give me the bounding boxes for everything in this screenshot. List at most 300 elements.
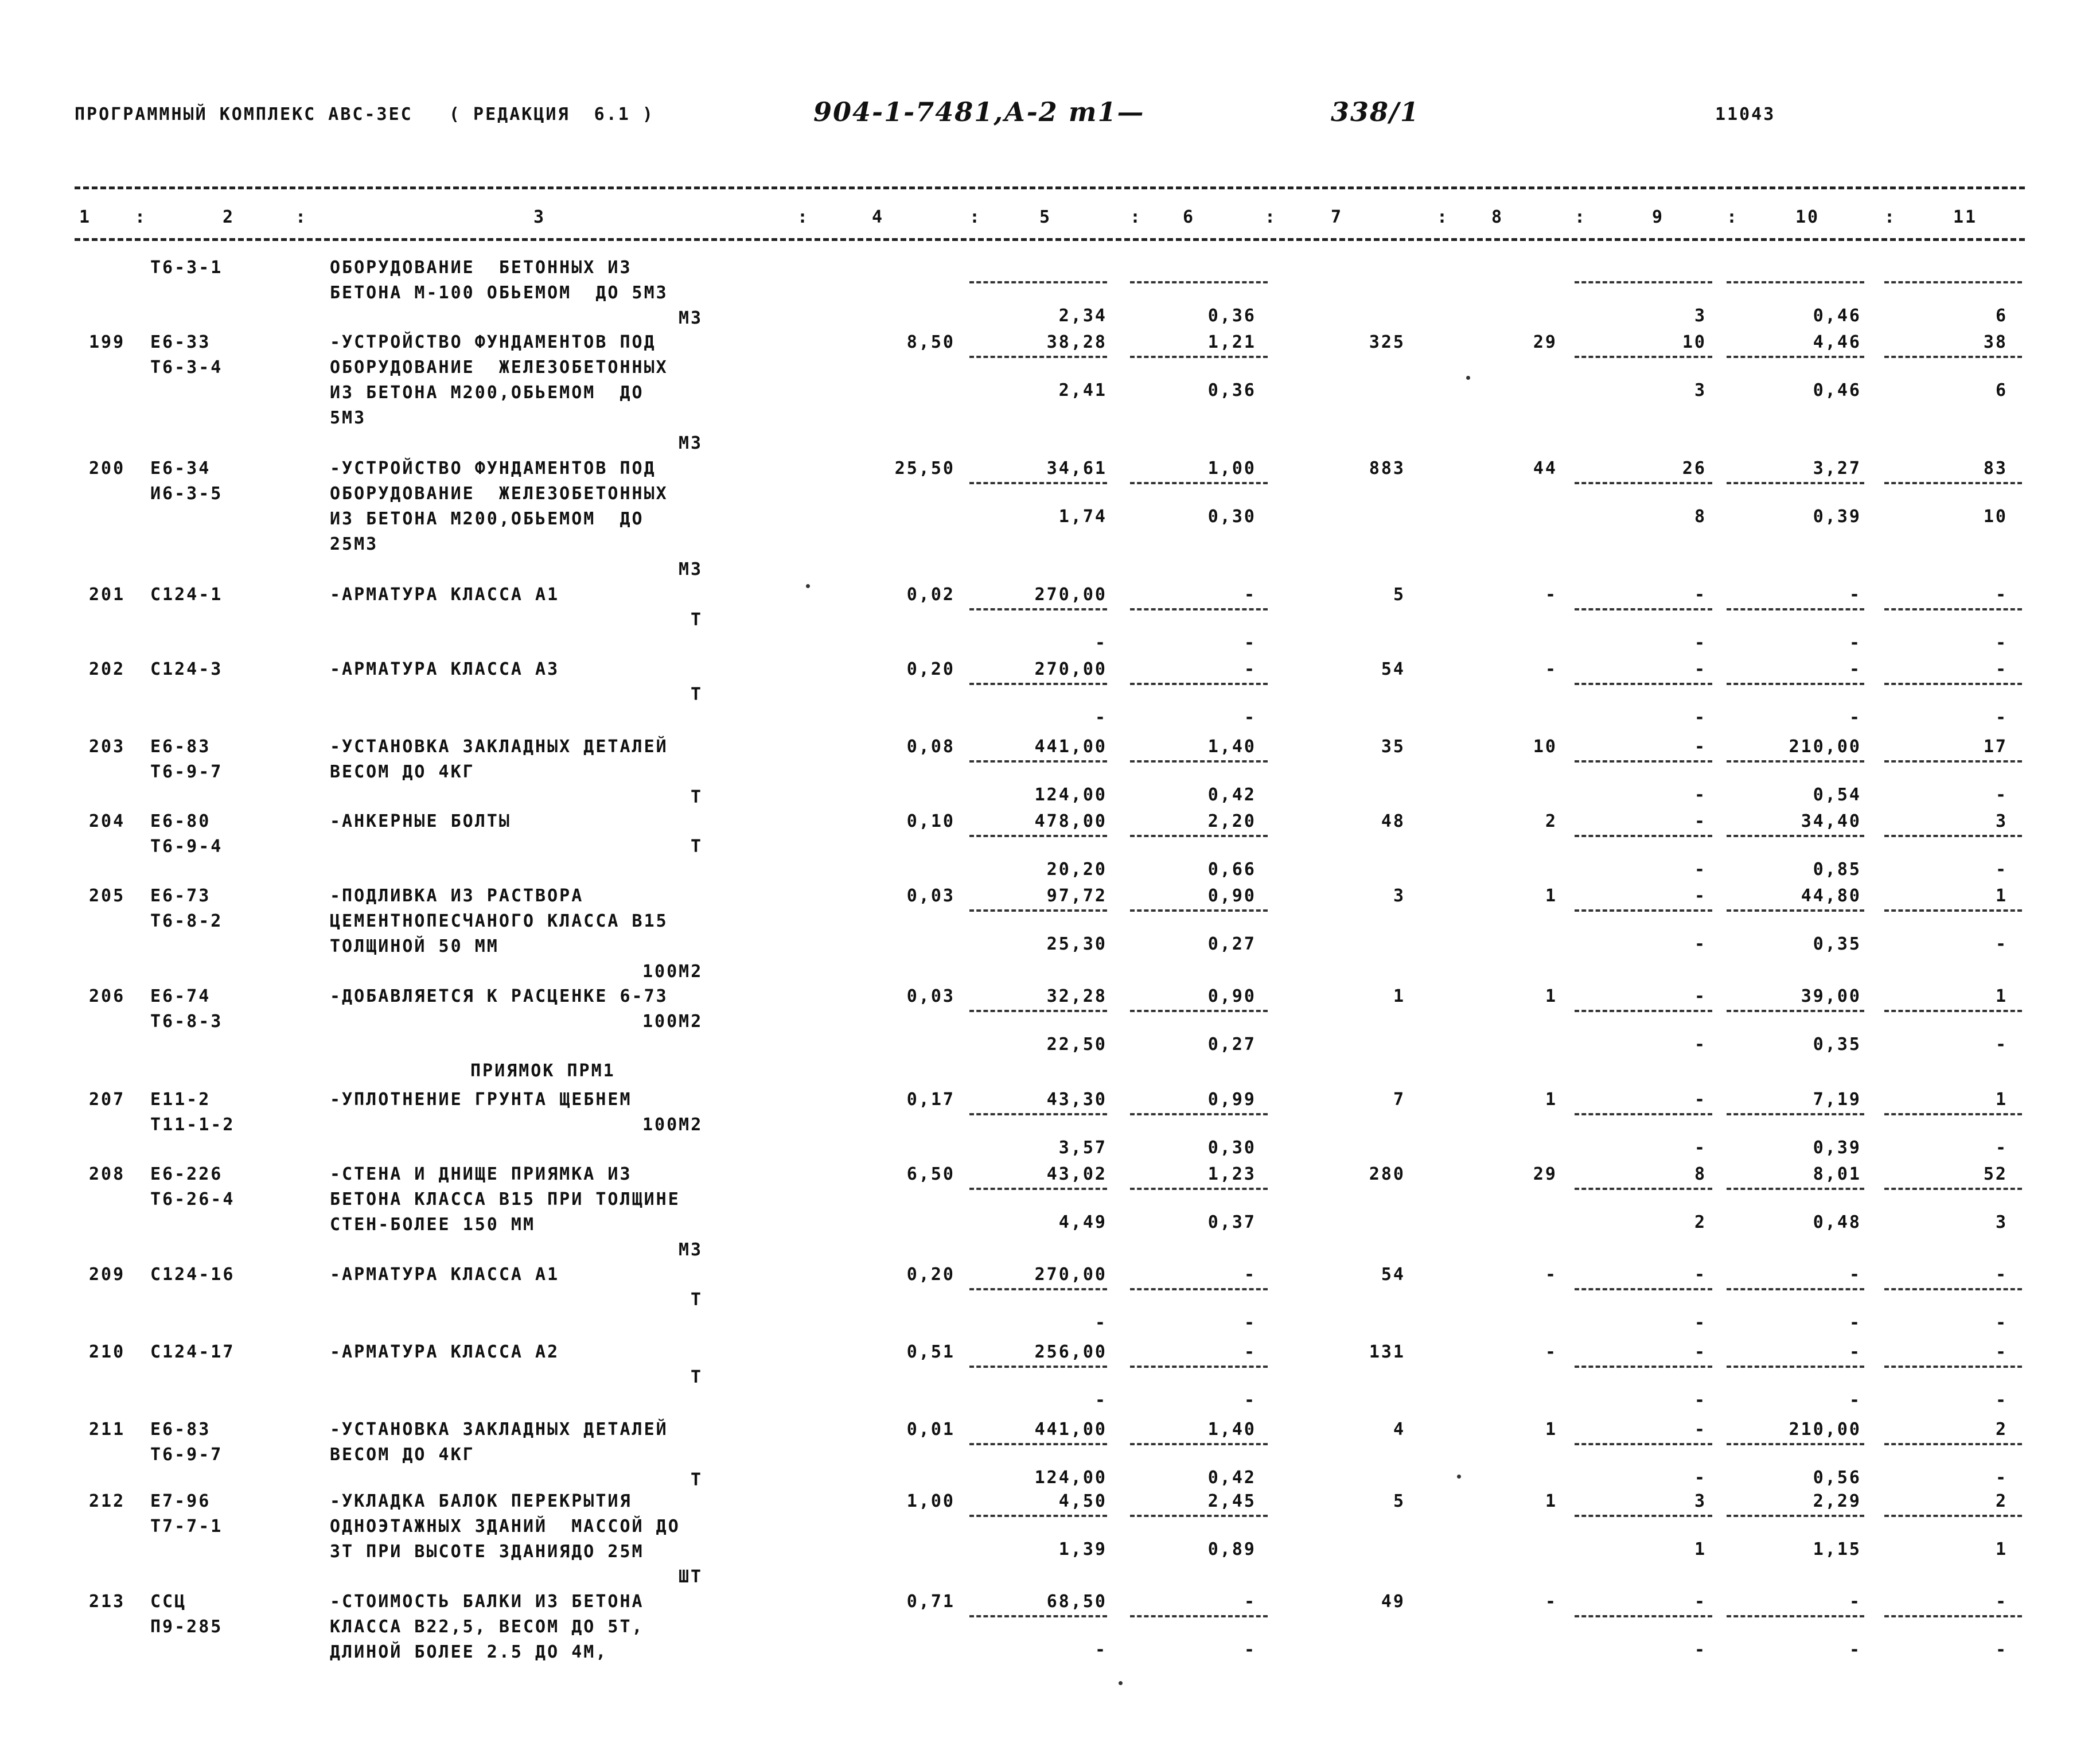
unit-label: Т	[691, 1367, 703, 1387]
cell-c5_bot: 2,34	[1058, 306, 1107, 326]
cell-c10_bot: 0,46	[1813, 380, 1861, 400]
cell-c5_bot: 20,20	[1046, 859, 1107, 880]
cell-c10_bot: 0,56	[1813, 1468, 1861, 1488]
cell-c9_bot: -	[1694, 633, 1707, 653]
unit-label: М3	[679, 559, 703, 579]
column-separator: :	[969, 207, 982, 227]
work-description-line: ДЛИНОЙ БОЛЕЕ 2.5 ДО 4М,	[330, 1642, 608, 1662]
value-divider	[1130, 1615, 1268, 1617]
value-divider	[1575, 1443, 1712, 1445]
handwritten-code: 904-1-7481,А-2 т1—	[813, 96, 1145, 127]
cell-c7: 325	[1369, 332, 1405, 352]
value-divider	[1130, 760, 1268, 763]
cell-c10_top: 34,40	[1801, 811, 1861, 831]
value-divider	[1727, 1288, 1864, 1290]
column-header-7: 7	[1331, 207, 1343, 227]
cell-c4: 0,51	[906, 1342, 955, 1362]
cell-c11_top: 3	[1995, 811, 2008, 831]
cell-c4: 0,08	[906, 737, 955, 757]
value-divider	[1884, 1366, 2022, 1368]
cell-c9_top: -	[1694, 737, 1707, 757]
column-separator: :	[295, 207, 308, 227]
cell-c5_top: 270,00	[1034, 585, 1107, 605]
cell-c11_top: 1	[1995, 886, 2008, 906]
cell-c6_top: 1,00	[1207, 458, 1256, 479]
cell-c8: 1	[1545, 1090, 1557, 1110]
unit-label: ШТ	[679, 1567, 703, 1587]
cell-c5_top: 43,02	[1046, 1164, 1107, 1184]
value-divider	[1884, 1113, 2022, 1115]
cell-c9_top: 3	[1694, 1491, 1707, 1511]
value-divider	[1727, 835, 1864, 837]
value-divider	[969, 1366, 1107, 1368]
value-divider	[1130, 1443, 1268, 1445]
value-divider	[1575, 683, 1712, 685]
cell-c9_top: -	[1694, 659, 1707, 679]
rate-code: Т7-7-1	[150, 1516, 223, 1537]
cell-c6_top: -	[1244, 659, 1256, 679]
work-description-line: ИЗ БЕТОНА М200,ОБЬЕМОМ ДО	[330, 509, 644, 529]
cell-c6_bot: -	[1244, 1390, 1256, 1410]
cell-c8: 29	[1533, 332, 1557, 352]
value-divider	[1575, 760, 1712, 763]
rate-code: Е11-2	[150, 1090, 211, 1110]
unit-label: М3	[679, 308, 703, 328]
rate-code: Е7-96	[150, 1491, 211, 1511]
value-divider	[1575, 1010, 1712, 1012]
value-divider	[1727, 909, 1864, 912]
cell-c6_bot: 0,42	[1207, 1468, 1256, 1488]
cell-c10_bot: -	[1849, 1313, 1861, 1333]
cell-c9_top: -	[1694, 1265, 1707, 1285]
row-number: 208	[89, 1164, 126, 1184]
work-description-line: ОБОРУДОВАНИЕ ЖЕЛЕЗОБЕТОННЫХ	[330, 484, 668, 504]
column-header-5: 5	[1039, 207, 1052, 227]
unit-label: Т	[691, 610, 703, 630]
cell-c10_bot: -	[1849, 1640, 1861, 1660]
value-divider	[969, 760, 1107, 763]
cell-c7: 3	[1393, 886, 1405, 906]
value-divider	[1575, 1288, 1712, 1290]
cell-c5_top: 270,00	[1034, 1265, 1107, 1285]
cell-c7: 7	[1393, 1090, 1405, 1110]
value-divider	[969, 281, 1107, 283]
work-description-line: -УСТРОЙСТВО ФУНДАМЕНТОВ ПОД	[330, 332, 656, 352]
cell-c8: 1	[1545, 1491, 1557, 1511]
cell-c6_top: 1,40	[1207, 737, 1256, 757]
value-divider	[1575, 1615, 1712, 1617]
cell-c9_top: 10	[1682, 332, 1707, 352]
section-title: ПРИЯМОК ПРМ1	[470, 1061, 615, 1081]
cell-c10_top: -	[1849, 1592, 1861, 1612]
cell-c7: 883	[1369, 458, 1405, 479]
cell-c7: 5	[1393, 585, 1405, 605]
cell-c10_top: 39,00	[1801, 986, 1861, 1006]
value-divider	[1727, 1515, 1864, 1517]
rate-code: Т6-9-4	[150, 837, 223, 857]
column-separator: :	[1727, 207, 1739, 227]
cell-c4: 0,02	[906, 585, 955, 605]
rate-code: Т11-1-2	[150, 1115, 235, 1135]
column-separator: :	[1884, 207, 1897, 227]
rate-code: Е6-226	[150, 1164, 223, 1184]
work-description-line: -УСТАНОВКА ЗАКЛАДНЫХ ДЕТАЛЕЙ	[330, 1419, 668, 1440]
cell-c6_top: 1,21	[1207, 332, 1256, 352]
cell-c10_top: -	[1849, 1265, 1861, 1285]
cell-c9_bot: -	[1694, 1468, 1707, 1488]
cell-c5_top: 68,50	[1046, 1592, 1107, 1612]
cell-c8: -	[1545, 1265, 1557, 1285]
work-description-line: -АРМАТУРА КЛАССА А1	[330, 1265, 560, 1285]
cell-c6_top: 2,45	[1207, 1491, 1256, 1511]
cell-c5_bot: 1,39	[1058, 1539, 1107, 1559]
value-divider	[1884, 1443, 2022, 1445]
cell-c10_top: 210,00	[1789, 1419, 1861, 1440]
cell-c9_bot: -	[1694, 785, 1707, 805]
cell-c8: -	[1545, 585, 1557, 605]
column-header-6: 6	[1183, 207, 1195, 227]
cell-c7: 48	[1381, 811, 1405, 831]
rate-code: Т6-9-7	[150, 1445, 223, 1465]
cell-c6_bot: -	[1244, 1313, 1256, 1333]
value-divider	[1884, 356, 2022, 358]
column-separator: :	[1265, 207, 1277, 227]
row-number: 212	[89, 1491, 126, 1511]
cell-c11_bot: 1	[1995, 1539, 2008, 1559]
work-description-line: ОБОРУДОВАНИЕ ЖЕЛЕЗОБЕТОННЫХ	[330, 357, 668, 378]
cell-c11_top: -	[1995, 659, 2008, 679]
cell-c9_top: -	[1694, 1592, 1707, 1612]
cell-c9_top: -	[1694, 1419, 1707, 1440]
unit-label: 100М2	[642, 962, 703, 982]
column-separator: :	[1575, 207, 1587, 227]
cell-c11_bot: 6	[1995, 380, 2008, 400]
cell-c5_top: 97,72	[1046, 886, 1107, 906]
cell-c11_bot: 6	[1995, 306, 2008, 326]
cell-c4: 0,71	[906, 1592, 955, 1612]
cell-c11_bot: -	[1995, 1390, 2008, 1410]
value-divider	[1130, 281, 1268, 283]
value-divider	[1884, 482, 2022, 484]
value-divider	[1884, 1288, 2022, 1290]
cell-c11_bot: 10	[1983, 507, 2008, 527]
row-number: 211	[89, 1419, 126, 1440]
cell-c10_bot: 0,85	[1813, 859, 1861, 880]
cell-c6_bot: 0,66	[1207, 859, 1256, 880]
document-number: 11043	[1715, 104, 1776, 125]
scan-speck	[1119, 1681, 1123, 1685]
rate-code: И6-3-5	[150, 484, 223, 504]
value-divider	[1130, 835, 1268, 837]
value-divider	[969, 1188, 1107, 1190]
rate-code: Т6-8-2	[150, 911, 223, 931]
work-description-line: -АРМАТУРА КЛАССА А3	[330, 659, 560, 679]
value-divider	[1130, 909, 1268, 912]
row-number: 203	[89, 737, 126, 757]
rate-code: С124-1	[150, 585, 223, 605]
work-description-line: -АНКЕРНЫЕ БОЛТЫ	[330, 811, 511, 831]
unit-label: Т	[691, 684, 703, 705]
rate-code: ССЦ	[150, 1592, 187, 1612]
value-divider	[1884, 1188, 2022, 1190]
cell-c11_bot: -	[1995, 934, 2008, 954]
cell-c9_bot: -	[1694, 1390, 1707, 1410]
cell-c6_bot: -	[1244, 707, 1256, 728]
value-divider	[969, 1615, 1107, 1617]
cell-c11_top: -	[1995, 585, 2008, 605]
work-description-line: ТОЛЩИНОЙ 50 ММ	[330, 936, 499, 956]
cell-c11_bot: -	[1995, 707, 2008, 728]
cell-c8: 44	[1533, 458, 1557, 479]
row-number: 199	[89, 332, 126, 352]
cell-c6_top: 1,40	[1207, 1419, 1256, 1440]
value-divider	[1884, 608, 2022, 610]
value-divider	[1575, 281, 1712, 283]
work-description-line: ИЗ БЕТОНА М200,ОБЬЕМОМ ДО	[330, 383, 644, 403]
cell-c4: 1,00	[906, 1491, 955, 1511]
cell-c9_top: -	[1694, 585, 1707, 605]
unit-label: Т	[691, 837, 703, 857]
row-number: 207	[89, 1090, 126, 1110]
cell-c11_bot: -	[1995, 1468, 2008, 1488]
work-description-line: -АРМАТУРА КЛАССА А1	[330, 585, 560, 605]
cell-c5_bot: 1,74	[1058, 507, 1107, 527]
work-description-line: -УПЛОТНЕНИЕ ГРУНТА ЩЕБНЕМ	[330, 1090, 632, 1110]
value-divider	[1727, 356, 1864, 358]
cell-c5_top: 34,61	[1046, 458, 1107, 479]
value-divider	[1727, 281, 1864, 283]
work-description-line: -УКЛАДКА БАЛОК ПЕРЕКРЫТИЯ	[330, 1491, 632, 1511]
cell-c11_top: -	[1995, 1265, 2008, 1285]
cell-c10_top: 3,27	[1813, 458, 1861, 479]
work-description-line: СТЕН-БОЛЕЕ 150 ММ	[330, 1215, 536, 1235]
row-number: 209	[89, 1265, 126, 1285]
work-description-line: БЕТОНА КЛАССА В15 ПРИ ТОЛЩИНЕ	[330, 1189, 680, 1209]
handwritten-sheet-number: 338/1	[1331, 96, 1420, 127]
cell-c7: 5	[1393, 1491, 1405, 1511]
rate-code: Е6-33	[150, 332, 211, 352]
cell-c9_top: -	[1694, 1090, 1707, 1110]
cell-c4: 0,17	[906, 1090, 955, 1110]
value-divider	[1727, 1615, 1864, 1617]
cell-c11_top: 1	[1995, 1090, 2008, 1110]
row-number: 201	[89, 585, 126, 605]
cell-c6_top: 0,99	[1207, 1090, 1256, 1110]
cell-c5_top: 441,00	[1034, 737, 1107, 757]
column-separator: :	[135, 207, 147, 227]
value-divider	[969, 835, 1107, 837]
cell-c9_bot: 3	[1694, 380, 1707, 400]
cell-c11_bot: -	[1995, 633, 2008, 653]
cell-c5_bot: -	[1094, 1313, 1107, 1333]
program-header: ПРОГРАММНЫЙ КОМПЛЕКС АВС-ЗЕС ( РЕДАКЦИЯ 6.1 )	[75, 104, 654, 125]
cell-c11_top: 17	[1983, 737, 2008, 757]
cell-c11_top: 38	[1983, 332, 2008, 352]
work-description-line: -ДОБАВЛЯЕТСЯ К РАСЦЕНКЕ 6-73	[330, 986, 668, 1006]
cell-c6_top: -	[1244, 585, 1256, 605]
work-description-line: 25М3	[330, 534, 379, 554]
value-divider	[1575, 482, 1712, 484]
rate-code: Т6-8-3	[150, 1012, 223, 1032]
cell-c11_bot: -	[1995, 1640, 2008, 1660]
cell-c10_top: 210,00	[1789, 737, 1861, 757]
cell-c5_bot: 4,49	[1058, 1212, 1107, 1232]
work-description-line: ВЕСОМ ДО 4КГ	[330, 1445, 475, 1465]
cell-c5_bot: -	[1094, 707, 1107, 728]
rate-code: Е6-83	[150, 1419, 211, 1440]
cell-c10_bot: 0,46	[1813, 306, 1861, 326]
work-description-line: КЛАССА В22,5, ВЕСОМ ДО 5Т,	[330, 1617, 644, 1637]
cell-c6_top: 2,20	[1207, 811, 1256, 831]
value-divider	[1130, 1366, 1268, 1368]
cell-c7: 280	[1369, 1164, 1405, 1184]
cell-c10_top: 2,29	[1813, 1491, 1861, 1511]
cell-c8: 1	[1545, 1419, 1557, 1440]
cell-c10_top: 8,01	[1813, 1164, 1861, 1184]
value-divider	[1884, 683, 2022, 685]
work-description-line: 3Т ПРИ ВЫСОТЕ ЗДАНИЯДО 25М	[330, 1542, 644, 1562]
value-divider	[1130, 1515, 1268, 1517]
cell-c6_bot: 0,36	[1207, 306, 1256, 326]
cell-c11_top: -	[1995, 1592, 2008, 1612]
cell-c6_bot: 0,36	[1207, 380, 1256, 400]
value-divider	[1575, 1366, 1712, 1368]
work-description-line: ОБОРУДОВАНИЕ БЕТОННЫХ ИЗ	[330, 258, 632, 278]
cell-c6_bot: 0,42	[1207, 785, 1256, 805]
value-divider	[1884, 760, 2022, 763]
cell-c8: -	[1545, 1592, 1557, 1612]
cell-c9_bot: -	[1694, 707, 1707, 728]
cell-c10_bot: 0,39	[1813, 507, 1861, 527]
work-description-line: -АРМАТУРА КЛАССА А2	[330, 1342, 560, 1362]
cell-c10_bot: 0,48	[1813, 1212, 1861, 1232]
cell-c10_top: 4,46	[1813, 332, 1861, 352]
work-description-line: -ПОДЛИВКА ИЗ РАСТВОРА	[330, 886, 584, 906]
cell-c9_bot: -	[1694, 1034, 1707, 1055]
cell-c10_bot: -	[1849, 707, 1861, 728]
value-divider	[1727, 1443, 1864, 1445]
cell-c10_top: 7,19	[1813, 1090, 1861, 1110]
cell-c9_top: -	[1694, 1342, 1707, 1362]
cell-c9_bot: -	[1694, 1313, 1707, 1333]
cell-c6_bot: 0,27	[1207, 1034, 1256, 1055]
cell-c4: 0,03	[906, 886, 955, 906]
cell-c5_top: 32,28	[1046, 986, 1107, 1006]
cell-c4: 0,10	[906, 811, 955, 831]
value-divider	[969, 1515, 1107, 1517]
unit-label: М3	[679, 1240, 703, 1260]
cell-c8: -	[1545, 659, 1557, 679]
scan-speck	[1457, 1475, 1461, 1479]
cell-c8: 10	[1533, 737, 1557, 757]
cell-c4: 0,20	[906, 1265, 955, 1285]
value-divider	[1130, 1288, 1268, 1290]
value-divider	[1575, 608, 1712, 610]
column-header-3: 3	[533, 207, 546, 227]
value-divider	[1130, 1113, 1268, 1115]
cell-c11_bot: -	[1995, 785, 2008, 805]
work-description-line: 5М3	[330, 408, 367, 428]
cell-c11_top: 52	[1983, 1164, 2008, 1184]
cell-c6_top: 1,23	[1207, 1164, 1256, 1184]
cell-c6_top: -	[1244, 1342, 1256, 1362]
rate-code: Т6-3-1	[150, 258, 223, 278]
cell-c10_top: -	[1849, 585, 1861, 605]
cell-c10_bot: 0,54	[1813, 785, 1861, 805]
cell-c9_bot: 1	[1694, 1539, 1707, 1559]
cell-c10_bot: -	[1849, 633, 1861, 653]
value-divider	[1727, 1188, 1864, 1190]
cell-c9_top: 26	[1682, 458, 1707, 479]
unit-label: Т	[691, 787, 703, 807]
cell-c5_bot: 124,00	[1034, 785, 1107, 805]
cell-c11_top: -	[1995, 1342, 2008, 1362]
cell-c9_top: -	[1694, 986, 1707, 1006]
value-divider	[1130, 482, 1268, 484]
cell-c8: 1	[1545, 886, 1557, 906]
value-divider	[1727, 1010, 1864, 1012]
rate-code: С124-3	[150, 659, 223, 679]
work-description-line: -СТОИМОСТЬ БАЛКИ ИЗ БЕТОНА	[330, 1592, 644, 1612]
cell-c7: 1	[1393, 986, 1405, 1006]
row-number: 210	[89, 1342, 126, 1362]
column-header-11: 11	[1953, 207, 1978, 227]
row-number: 206	[89, 986, 126, 1006]
cell-c5_bot: 25,30	[1046, 934, 1107, 954]
cell-c8: 2	[1545, 811, 1557, 831]
cell-c9_bot: 8	[1694, 507, 1707, 527]
work-description-line: -УСТРОЙСТВО ФУНДАМЕНТОВ ПОД	[330, 458, 656, 479]
cell-c9_top: 8	[1694, 1164, 1707, 1184]
cell-c10_bot: 1,15	[1813, 1539, 1861, 1559]
cell-c7: 4	[1393, 1419, 1405, 1440]
value-divider	[969, 1443, 1107, 1445]
column-separator: :	[1130, 207, 1143, 227]
cell-c6_top: 0,90	[1207, 886, 1256, 906]
value-divider	[1575, 1113, 1712, 1115]
cell-c4: 0,03	[906, 986, 955, 1006]
cell-c11_bot: -	[1995, 1313, 2008, 1333]
rate-code: Т6-3-4	[150, 357, 223, 378]
value-divider	[1884, 1010, 2022, 1012]
cell-c11_bot: 3	[1995, 1212, 2008, 1232]
cell-c9_bot: -	[1694, 859, 1707, 880]
cell-c9_bot: -	[1694, 1138, 1707, 1158]
value-divider	[1727, 760, 1864, 763]
value-divider	[1884, 281, 2022, 283]
cell-c4: 25,50	[894, 458, 955, 479]
value-divider	[969, 1288, 1107, 1290]
value-divider	[969, 1010, 1107, 1012]
cell-c8: 29	[1533, 1164, 1557, 1184]
cell-c10_top: 44,80	[1801, 886, 1861, 906]
cell-c5_top: 43,30	[1046, 1090, 1107, 1110]
scan-speck	[806, 584, 810, 588]
column-header-10: 10	[1795, 207, 1820, 227]
cell-c5_bot: 124,00	[1034, 1468, 1107, 1488]
cell-c6_top: -	[1244, 1265, 1256, 1285]
value-divider	[969, 1113, 1107, 1115]
cell-c7: 54	[1381, 659, 1405, 679]
work-description-line: ЦЕМЕНТНОПЕСЧАНОГО КЛАССА В15	[330, 911, 668, 931]
cell-c5_bot: 2,41	[1058, 380, 1107, 400]
cell-c11_top: 1	[1995, 986, 2008, 1006]
row-number: 205	[89, 886, 126, 906]
header-rule	[75, 238, 2025, 241]
cell-c9_bot: -	[1694, 1640, 1707, 1660]
cell-c5_top: 270,00	[1034, 659, 1107, 679]
row-number: 202	[89, 659, 126, 679]
